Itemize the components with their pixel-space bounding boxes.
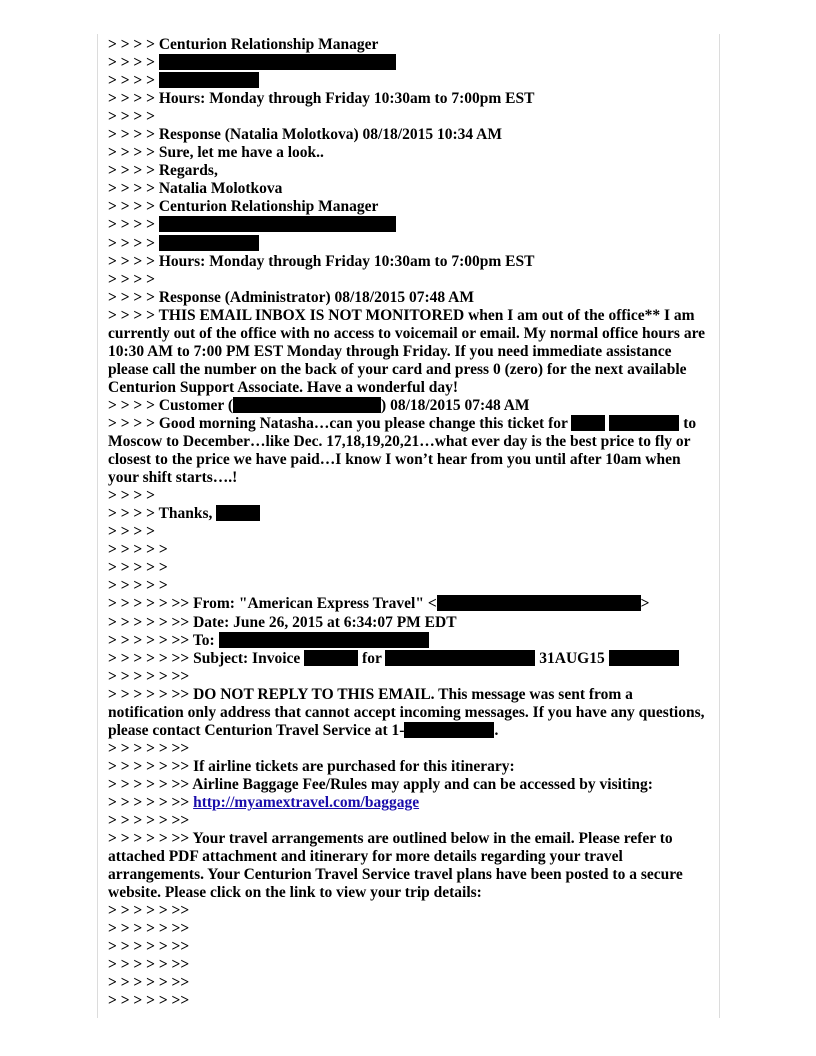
redaction-block: [233, 397, 381, 413]
quote-line: > > > > > >>: [108, 812, 190, 830]
quote-line: > > > >: [108, 54, 710, 72]
quote-line: > > > > > >>: [108, 902, 190, 920]
baggage-link[interactable]: http://myamextravel.com/baggage: [193, 793, 420, 811]
redaction-block: [216, 505, 260, 521]
quote-line: > > > >: [108, 523, 155, 541]
quote-line: > > > > >: [108, 541, 168, 559]
quote-line: > > > > > >> If airline tickets are purchased for this itinerary:: [108, 757, 515, 775]
redaction-block: [385, 650, 535, 666]
quote-line: > > > > Sure, let me have a look..: [108, 144, 324, 162]
quote-line: > > > > > >> From: "American Express Travel" < >: [108, 595, 650, 613]
quote-line: > > > >: [108, 270, 155, 288]
quote-line: > > > > > >>: [108, 974, 190, 992]
quote-line: > > > > Response (Natalia Molotkova) 08/18/2015 10:34 AM: [108, 126, 502, 144]
quote-line: > > > > > >> To:: [108, 632, 710, 650]
redaction-block: [437, 595, 641, 611]
quote-line: > > > > Customer ( ) 08/18/2015 07:48 AM: [108, 396, 530, 414]
page-right-rule: [719, 34, 720, 1018]
quote-line: > > > > Response (Administrator) 08/18/2015 07:48 AM: [108, 288, 474, 306]
redaction-block: [159, 216, 396, 232]
quote-line: > > > >: [108, 235, 710, 253]
redaction-block: [609, 415, 679, 431]
quote-line: > > > > > >>: [108, 992, 190, 1010]
quote-line: > > > >: [108, 216, 710, 234]
quote-line: > > > > Regards,: [108, 162, 218, 180]
quote-line: > > > > > >> Subject: Invoice for 31AUG15: [108, 650, 710, 668]
quote-line: > > > > > >>: [108, 938, 190, 956]
redaction-block: [304, 650, 358, 666]
page-left-rule: [97, 34, 98, 1018]
email-thread-body: [108, 36, 710, 1011]
quote-line: > > > > Hours: Monday through Friday 10:30am to 7:00pm EST: [108, 252, 535, 270]
quote-line: > > > > > >> Airline Baggage Fee/Rules may apply and can be accessed by visiting:: [108, 775, 653, 793]
quote-line: > > > > > >>: [108, 956, 190, 974]
quote-line: > > > >: [108, 72, 710, 90]
redaction-block: [159, 72, 259, 88]
quote-line: > > > >: [108, 487, 155, 505]
quote-line: > > > > Natalia Molotkova: [108, 180, 283, 198]
quote-line: > > > > > >> Date: June 26, 2015 at 6:34:07 PM EDT: [108, 613, 457, 631]
customer-message-paragraph: > > > > Good morning Natasha…can you please change this ticket for to Moscow to December…like Dec. 17,18,19,20,21…what ever day is the best price to fly or closest to the price we have paid…I know I won’t hear from you until after 10am when your shift starts….!: [108, 414, 697, 487]
quote-line: > > > > >: [108, 577, 168, 595]
redaction-block: [404, 722, 494, 738]
quote-line: > > > >: [108, 108, 155, 126]
quote-line: > > > > >: [108, 559, 168, 577]
auto-reply-paragraph: > > > > THIS EMAIL INBOX IS NOT MONITORED when I am out of the office** I am currently out of the office with no access to voicemail or email. My normal office hours are 10:30 AM to 7:00 PM EST Monday through Friday. If you need immediate assistance please call the number on the back of your card and press 0 (zero) for the next available Centurion Support Associate. Have a wonderful day!: [108, 306, 706, 396]
quote-line: > > > > Centurion Relationship Manager: [108, 198, 379, 216]
redaction-block: [159, 54, 396, 70]
quote-line: > > > > > >> http://myamextravel.com/baggage: [108, 793, 420, 811]
quote-line: > > > > Hours: Monday through Friday 10:30am to 7:00pm EST: [108, 90, 535, 108]
quote-line: > > > > > >>: [108, 920, 190, 938]
quote-line: > > > > > >>: [108, 739, 190, 757]
quote-line: > > > > > >>: [108, 667, 190, 685]
quote-line: > > > > Centurion Relationship Manager: [108, 36, 379, 53]
redaction-block: [571, 415, 605, 431]
arrangements-paragraph: > > > > > >> Your travel arrangements are outlined below in the email. Please refer to attached PDF attachment and itinerary for more details regarding your travel arrangements. Your Centurion Travel Service travel plans have been posted to a secure website. Please click on the link to view your trip details:: [108, 830, 683, 902]
redaction-block: [609, 650, 679, 666]
noreply-paragraph: > > > > > >> DO NOT REPLY TO THIS EMAIL. This message was sent from a notification only address that cannot accept incoming messages. If you have any questions, please contact Centurion Travel Service at 1- .: [108, 685, 705, 739]
redaction-block: [219, 632, 429, 648]
redaction-block: [159, 235, 259, 251]
quote-line: > > > > Thanks,: [108, 505, 710, 523]
